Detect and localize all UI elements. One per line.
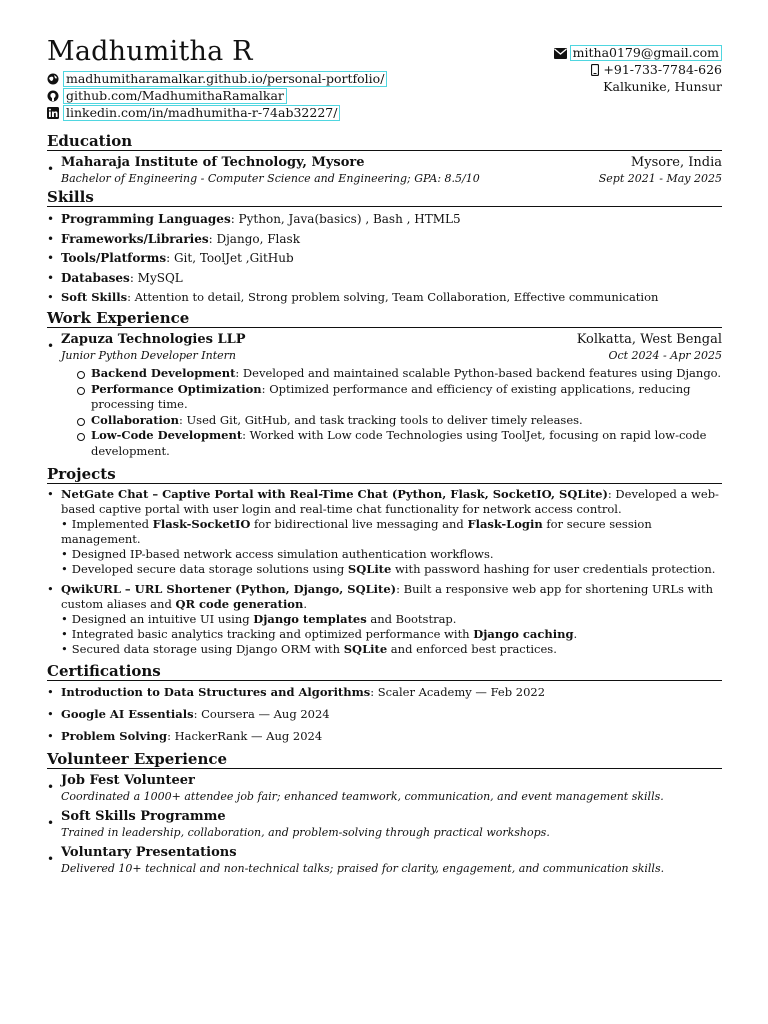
envelope-icon (554, 47, 566, 59)
resume-page (47, 36, 722, 876)
education-section (47, 132, 722, 186)
project-netgate: • NetGate Chat – Captive Portal with Real-Time Chat (Python, Flask, SocketIO, SQLite): Developed a web-based captive portal with user login and real-time chat functionality for network access control. (47, 487, 719, 516)
github-icon (47, 90, 59, 102)
project-point: • Implemented Flask-SocketIO for bidirectional live messaging and Flask-Login for secure session management. (61, 517, 652, 546)
linkedin-link[interactable]: linkedin.com/in/madhumitha-r-74ab32227/ (63, 105, 340, 121)
education-entry (47, 154, 722, 186)
contact-links (47, 70, 387, 121)
company-location: Kolkatta, West Bengal (576, 332, 722, 347)
globe-icon (47, 73, 59, 85)
project-point: • Designed an intuitive UI using Django templates and Bootstrap. (61, 612, 457, 626)
section-divider (47, 206, 722, 207)
volunteer-title: Voluntary Presentations (61, 845, 237, 860)
job-role: Junior Python Developer Intern (61, 349, 237, 362)
skills-heading: Skills (47, 188, 94, 206)
work-entry (47, 331, 722, 363)
resume-header (47, 36, 722, 132)
section-divider (47, 327, 722, 328)
work-point: Backend Development: Developed and maintained scalable Python-based backend features using Django. (47, 366, 722, 382)
project-point: • Integrated basic analytics tracking and optimized performance with Django caching. (61, 627, 578, 641)
skill-item: • Tools/Platforms: Git, ToolJet ,GitHub (47, 251, 294, 265)
bullet: • (47, 339, 55, 353)
certification-item: • Google AI Essentials: Coursera — Aug 2024 (47, 707, 330, 721)
skill-item: • Soft Skills: Attention to detail, Strong problem solving, Team Collaboration, Effective communication (47, 290, 659, 304)
volunteer-entry: • Soft Skills Programme Trained in leadership, collaboration, and problem-solving through practical workshops. (47, 808, 722, 840)
phone-number: +91-733-7784-626 (603, 62, 722, 77)
project-point: • Secured data storage using Django ORM with SQLite and enforced best practices. (61, 642, 557, 656)
volunteer-section (47, 750, 722, 876)
project-qwikurl: • QwikURL – URL Shortener (Python, Django, SQLite): Built a responsive web app for shortening URLs with custom aliases and QR code generation. (47, 582, 714, 611)
volunteer-entry: • Voluntary Presentations Delivered 10+ technical and non-technical talks; praised for clarity, engagement, and communication skills. (47, 844, 722, 876)
volunteer-desc: Trained in leadership, collaboration, and problem-solving through practical workshops. (61, 826, 550, 839)
section-divider (47, 768, 722, 769)
section-divider (47, 483, 722, 484)
school-name: Maharaja Institute of Technology, Mysore (61, 155, 365, 170)
volunteer-entry: • Job Fest Volunteer Coordinated a 1000+ attendee job fair; enhanced teamwork, communication, and event management skills. (47, 772, 722, 804)
skill-item: • Databases: MySQL (47, 270, 183, 285)
projects-heading: Projects (47, 465, 116, 483)
education-dates: Sept 2021 - May 2025 (598, 172, 722, 185)
volunteer-heading: Volunteer Experience (47, 750, 228, 768)
project-point: • Designed IP-based network access simulation authentication workflows. (61, 547, 494, 561)
certifications-section (47, 662, 722, 745)
contact-info (554, 44, 722, 95)
certifications-heading: Certifications (47, 662, 161, 680)
project-point: • Developed secure data storage solutions using SQLite with password hashing for user credentials protection. (61, 562, 716, 576)
volunteer-title: Soft Skills Programme (61, 809, 226, 824)
work-point: Collaboration: Used Git, GitHub, and task tracking tools to deliver timely releases. (47, 413, 722, 429)
work-section (47, 309, 722, 459)
work-point: Low-Code Development: Worked with Low code Technologies using ToolJet, focusing on rapid low-code development. (47, 428, 722, 459)
skill-item: • Programming Languages: Python, Java(basics) , Bash , HTML5 (47, 212, 461, 226)
work-heading: Work Experience (47, 309, 190, 327)
work-dates: Oct 2024 - Apr 2025 (608, 349, 722, 362)
github-link[interactable]: github.com/MadhumithaRamalkar (63, 88, 287, 104)
portfolio-link[interactable]: madhumitharamalkar.github.io/personal-portfolio/ (63, 71, 387, 87)
school-location: Mysore, India (630, 155, 722, 170)
education-heading: Education (47, 132, 133, 150)
skill-item: • Frameworks/Libraries: Django, Flask (47, 231, 300, 246)
volunteer-desc: Delivered 10+ technical and non-technical talks; praised for clarity, engagement, and communication skills. (61, 862, 665, 875)
work-point: Performance Optimization: Optimized performance and efficiency of existing applications, reducing processing time. (47, 382, 722, 413)
certification-item: • Introduction to Data Structures and Algorithms: Scaler Academy — Feb 2022 (47, 685, 546, 699)
home-location: Kalkunike, Hunsur (603, 79, 722, 94)
volunteer-desc: Coordinated a 1000+ attendee job fair; enhanced teamwork, communication, and event management skills. (61, 790, 664, 803)
bullet: • (47, 162, 55, 176)
certification-item: • Problem Solving: HackerRank — Aug 2024 (47, 729, 323, 743)
section-divider (47, 680, 722, 681)
section-divider (47, 150, 722, 151)
phone-icon (591, 64, 599, 76)
email-link[interactable]: mitha0179@gmail.com (570, 45, 722, 61)
skills-section (47, 188, 722, 306)
volunteer-title: Job Fest Volunteer (61, 773, 195, 788)
candidate-name: Madhumitha R (47, 36, 253, 67)
linkedin-icon (47, 107, 59, 119)
degree: Bachelor of Engineering - Computer Science and Engineering; GPA: 8.5/10 (61, 172, 480, 185)
company-name: Zapuza Technologies LLP (61, 332, 246, 347)
projects-section (47, 465, 722, 657)
